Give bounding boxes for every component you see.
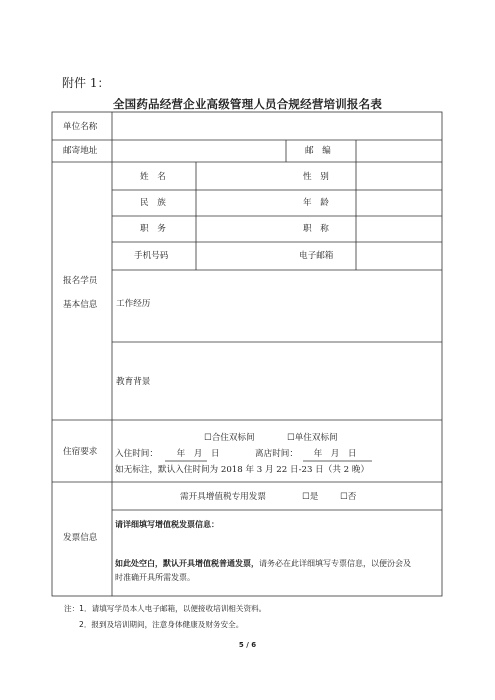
invoice-blank-note-bold: 如此处空白，默认开具增值税普通发票， [115, 559, 259, 568]
form-title: 全国药品经营企业高级管理人员合规经营培训报名表 [112, 97, 383, 111]
attachment-label: 附件 1： [62, 76, 110, 90]
mobile-input[interactable] [198, 244, 284, 268]
invoice-blank-note-line1 [115, 560, 411, 568]
postcode-label: 邮 编 [305, 146, 331, 156]
unit-name-input[interactable] [114, 114, 440, 138]
unit-name-label: 单位名称 [63, 122, 98, 132]
invoice-blank-note-rest: 请务必在此详细填写专票信息，以便汾会及 [259, 559, 411, 568]
ethnicity-label: 民 族 [140, 198, 166, 208]
gender-label: 性 别 [303, 172, 329, 182]
vat-yes-checkbox[interactable]: ☐是 [302, 492, 319, 502]
mobile-label: 手机号码 [134, 251, 169, 261]
page-number: 5 / 6 [238, 641, 257, 649]
email-input[interactable] [358, 244, 440, 268]
age-label: 年 龄 [303, 198, 329, 208]
vat-special-question: 需开具增值税专用发票 [180, 492, 266, 502]
name-input[interactable] [198, 164, 284, 188]
checkin-label: 入住时间： [115, 449, 158, 459]
job-title-label: 职 称 [303, 224, 329, 234]
student-info-label-line2: 基本信息 [63, 300, 98, 310]
position-input[interactable] [198, 218, 284, 240]
checkout-label: 离店时间： [255, 449, 298, 459]
vat-no-checkbox[interactable]: ☐否 [340, 492, 357, 502]
checkin-date-input[interactable]: 年 月 日 [168, 449, 220, 459]
checkin-default-note: 如无标注，默认入住时间为 2018 年 3 月 22 日-23 日（共 2 晚） [115, 465, 370, 475]
position-label: 职 务 [140, 224, 166, 234]
email-label: 电子邮箱 [299, 251, 334, 261]
age-input[interactable] [358, 192, 440, 214]
footnote-2: 2．报到及培训期间，注意身体健康及财务安全。 [79, 620, 244, 629]
accommodation-label: 住宿要求 [63, 447, 98, 457]
mailing-address-input[interactable] [114, 142, 284, 160]
mailing-address-label: 邮寄地址 [63, 146, 98, 156]
job-title-input[interactable] [358, 218, 440, 240]
invoice-label: 发票信息 [63, 533, 98, 543]
student-info-label-line1: 报名学员 [63, 276, 98, 286]
ethnicity-input[interactable] [198, 192, 284, 214]
footnote-1: 注：1．请填写学员本人电子邮箱，以便接收培训相关资料。 [64, 604, 267, 613]
education-label: 教育背景 [116, 377, 151, 387]
invoice-blank-note-line2: 时准确开具所需发票。 [115, 573, 195, 582]
name-label: 姓 名 [140, 172, 166, 182]
invoice-fill-prompt: 请详细填写增值税发票信息： [115, 520, 219, 529]
work-experience-input[interactable] [160, 272, 440, 340]
education-input[interactable] [160, 344, 440, 418]
checkout-date-input[interactable]: 年 月 日 [305, 449, 357, 459]
single-room-checkbox[interactable]: ☐单住双标间 [287, 433, 338, 443]
gender-input[interactable] [358, 164, 440, 188]
shared-room-checkbox[interactable]: ☐合住双标间 [204, 433, 255, 443]
invoice-details-input[interactable] [114, 534, 440, 554]
postcode-input[interactable] [358, 142, 440, 160]
work-experience-label: 工作经历 [116, 299, 151, 309]
